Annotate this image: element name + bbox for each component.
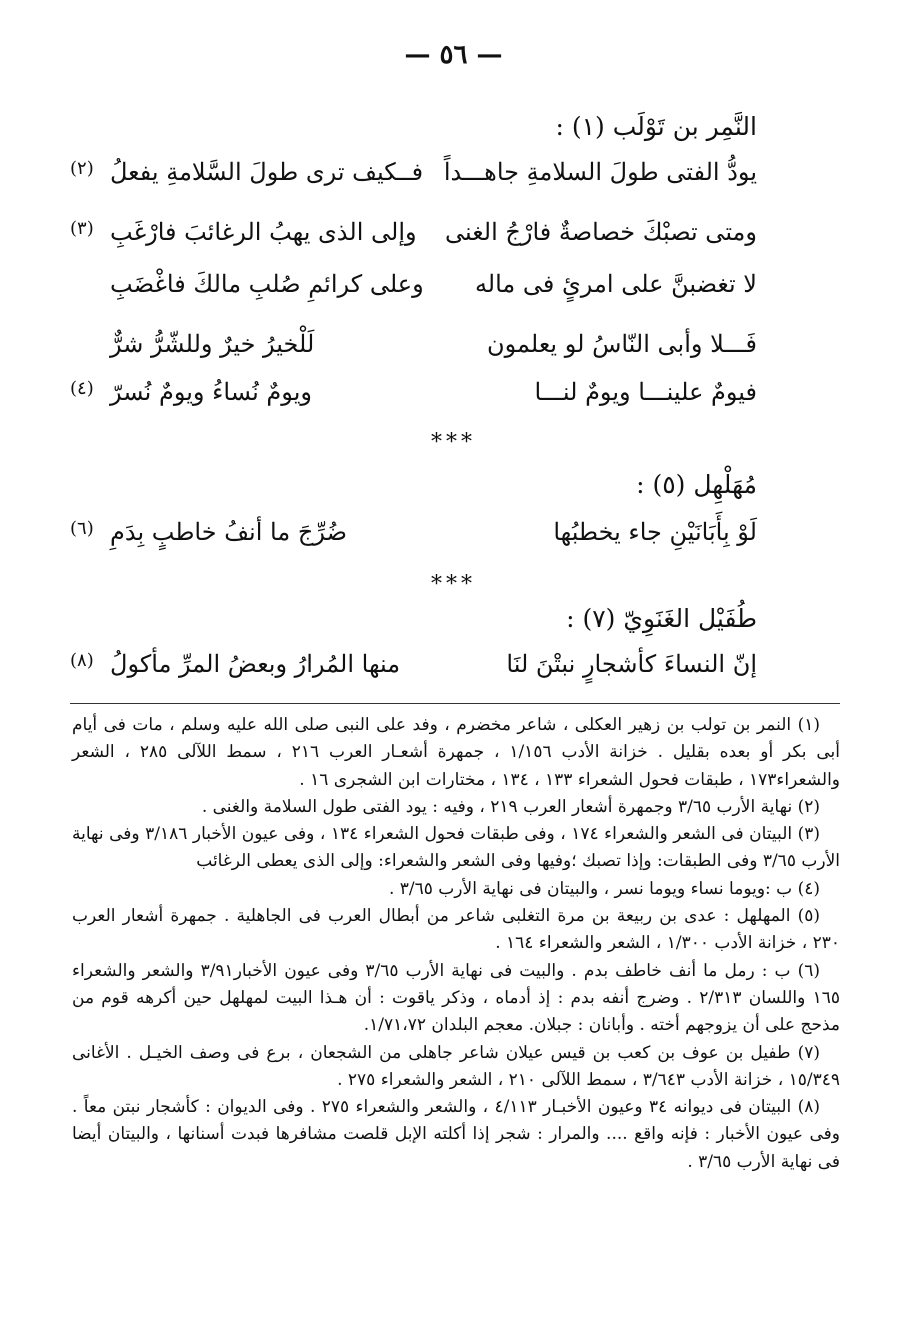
verse-first-hemistich: فَـــلا وأبى النّاسُ لو يعلمون [487, 330, 757, 358]
verse-second-hemistich: ويومٌ نُساءُ ويومٌ نُسرّ [110, 378, 312, 406]
poet-heading: طُفَيْل الغَنَوِيّ (٧) : [566, 604, 757, 633]
footnote-marker: (٣) [70, 218, 94, 239]
verse-first-hemistich: فيومٌ علينـــا ويومٌ لنـــا [534, 378, 757, 406]
footnote-marker: (٦) [70, 518, 94, 539]
verse-first-hemistich: يودُّ الفتى طولَ السلامةِ جاهـــداً [443, 158, 757, 186]
footnote: (٢) نهاية الأرب ٣/٦٥ وجمهرة أشعار العرب ٢١٩ ، وفيه : يود الفتى طول السلامة والغنى . [201, 796, 820, 817]
verse-second-hemistich: ضُرِّجَ ما أنفُ خاطبٍ بِدَمِ [110, 518, 347, 546]
section-separator: *** [431, 430, 476, 455]
verse-line [70, 270, 757, 310]
verse-first-hemistich: لا تغضبنَّ على امرئٍ فى ماله [474, 270, 757, 298]
footnote: (٨) البيتان فى ديوانه ٣٤ وعيون الأخبـار ٤/١١٣ ، والشعر والشعراء ٢٧٥ . وفى الديوان : كأشجار نبتن معاً . وفى عيون الأخبار : فإنه واقع .... والمرار : شجر إذا أكلته الإبل قلصت مشافرها فبدت أسنانها ، والبيتان أيضا فى نهاية الأرب ٣/٦٥ . [72, 1097, 840, 1172]
footnote: (٣) البيتان فى الشعر والشعراء ١٧٤ ، وفى طبقات فحول الشعراء ١٣٤ ، وفى عيون الأخبار ٣/١٨٦ وفى نهاية الأرب ٣/٦٥ وفى الطبقات: وإذا تصبك ؛وفيها وفى الشعر والشعراء: وإلى الذى يعطى الرغائب [72, 824, 840, 872]
verse-second-hemistich: فــكيف ترى طولَ السَّلامةِ يفعلُ [110, 158, 424, 186]
verse-line [70, 378, 757, 418]
verse-first-hemistich: لَوْ بِأَبَانَيْنِ جاء يخطبُها [553, 518, 757, 546]
verse-first-hemistich: ومتى تصبْكَ خصاصةٌ فارْجُ الغنى [444, 218, 757, 246]
footnote: (٥) المهلهل : عدى بن ربيعة بن مرة التغلبى شاعر من أبطال العرب فى الجاهلية . جمهرة أشعار العرب ٢٣٠ ، خزانة الأدب ١/٣٠٠ ، الشعر والشعراء ١٦٤ . [72, 906, 840, 954]
footnotes [72, 712, 840, 1176]
verse-first-hemistich: إنّ النساءَ كأشجارٍ نبتْنَ لنَا [506, 650, 757, 678]
footnote-marker: (٤) [70, 378, 94, 399]
verse-line [70, 518, 757, 558]
poet-heading: مُهَلْهِل (٥) : [636, 470, 757, 499]
page-number: — ٥٦ — [404, 40, 503, 70]
verse-line [70, 218, 757, 258]
footnote-divider [70, 703, 840, 704]
footnote: (٧) طفيل بن عوف بن كعب بن قيس عيلان شاعر جاهلى من الشجعان ، برع فى وصف الخيـل . الأغانى ١٥/٣٤٩ ، خزانة الأدب ٣/٦٤٣ ، سمط اللآلى ٢١٠ ، الشعر والشعراء ٢٧٥ . [72, 1042, 840, 1090]
footnote-marker: (٢) [70, 158, 94, 179]
section-separator: *** [431, 572, 476, 597]
verse-second-hemistich: وإلى الذى يهبُ الرغائبَ فارْغَبِ [110, 218, 417, 246]
verse-second-hemistich: لَلْخيرُ خيرٌ وللشّرُّ شرٌّ [110, 330, 315, 358]
verse-line [70, 158, 757, 198]
poet-heading: النَّمِر بن تَوْلَب (١) : [555, 112, 757, 141]
verse-line [70, 330, 757, 370]
footnote: (٦) ب : رمل ما أنف خاطف بدم . والبيت فى نهاية الأرب ٣/٦٥ وفى عيون الأخبار٣/٩١ والشعر والشعراء ١٦٥ واللسان ٢/٣١٣ . وضرج أنفه بدم : إذ أدماه ، وذكر ياقوت : أن هـذا البيت لمهلهل حين أكرهه قوم من مذحج على أن يزوجهم أخته . وأبانان : جبلان. معجم البلدان ١/٧١،٧٢. [72, 960, 840, 1036]
verse-line [70, 650, 757, 690]
footnote: (١) النمر بن تولب بن زهير العكلى ، شاعر مخضرم ، وفد على النبى صلى الله عليه وسلم ، مات فى أيام أبى بكر أو بعده بقليل . خزانة الأدب ١/١٥٦ ، جمهرة أشعـار العرب ٢١٦ ، سمط اللآلى ٢٨٥ ، الشعر والشعراء١٧٣ ، طبقات فحول الشعراء ١٣٣ ، ١٣٤ ، مختارات ابن الشجرى ١٦ . [72, 715, 840, 790]
verse-second-hemistich: منها المُرارُ وبعضُ المرِّ مأكولُ [110, 650, 401, 678]
verse-second-hemistich: وعلى كرائمِ صُلبِ مالكَ فاغْضَبِ [110, 270, 424, 298]
footnote: (٤) ب :ويوما نساء ويوما نسر ، والبيتان فى نهاية الأرب ٣/٦٥ . [388, 878, 820, 899]
footnote-marker: (٨) [70, 650, 94, 671]
